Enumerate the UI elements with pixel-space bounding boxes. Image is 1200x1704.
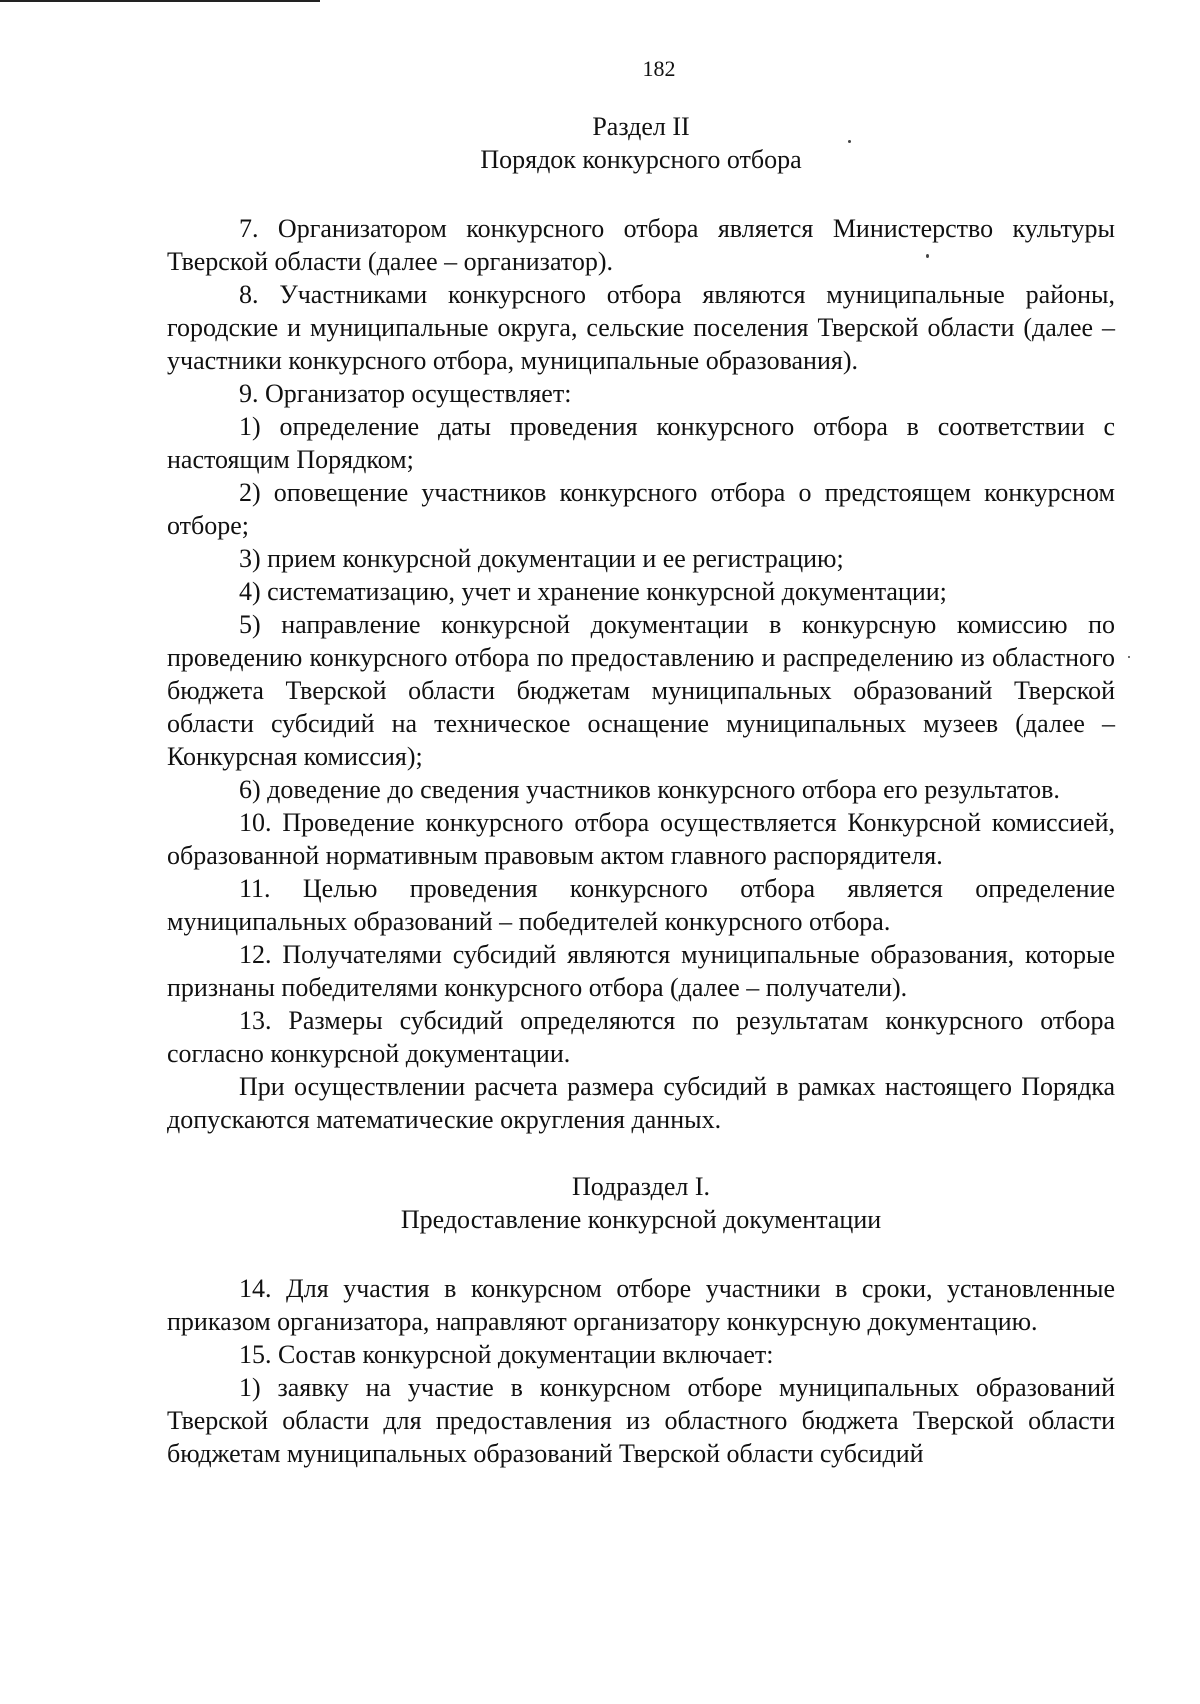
paragraph: 12. Получателями субсидий являются муниципальные образования, которые признаны победителями конкурсного отбора (далее – получатели). (167, 940, 1115, 1002)
section-subtitle: Порядок конкурсного отбора (480, 145, 802, 174)
list-item: 1) заявку на участие в конкурсном отборе муниципальных образований Тверской области для предоставления из областного бюджета Тверской области бюджетам муниципальных образований Тверской области субсидий (167, 1373, 1115, 1468)
paragraph: 15. Состав конкурсной документации включает: (239, 1340, 774, 1369)
scan-edge-line (0, 0, 320, 2)
subsection-subtitle: Предоставление конкурсной документации (400, 1205, 882, 1234)
spacer (167, 1236, 1115, 1272)
list-item: 4) систематизацию, учет и хранение конкурсной документации; (239, 577, 947, 606)
spacer (167, 176, 1115, 212)
list-item: 5) направление конкурсной документации в конкурсную комиссию по проведению конкурсного отбора по предоставлению и распределению из областного бюджета Тверской области бюджетам муниципальных образований Тверской области субсидий на техническое оснащение муниципальных музеев (далее – Конкурсная комиссия); (167, 610, 1115, 771)
subsection-heading (167, 1170, 1115, 1236)
paragraph: 9. Организатор осуществляет: (239, 379, 572, 408)
list-item: 6) доведение до сведения участников конкурсного отбора его результатов. (239, 775, 1060, 804)
paragraph: 11. Целью проведения конкурсного отбора является определение муниципальных образований – победителей конкурсного отбора. (167, 874, 1115, 936)
list-item: 1) определение даты проведения конкурсного отбора в соответствии с настоящим Порядком; (167, 412, 1115, 474)
document-body (167, 110, 1115, 1470)
page-number: 182 (642, 56, 676, 81)
section-title: Раздел II (592, 112, 690, 141)
list-item: 3) прием конкурсной документации и ее регистрацию; (239, 544, 844, 573)
paragraph: При осуществлении расчета размера субсидий в рамках настоящего Порядка допускаются математические округления данных. (167, 1072, 1115, 1134)
scan-speck (1128, 656, 1130, 658)
paragraph: 8. Участниками конкурсного отбора являются муниципальные районы, городские и муниципальные округа, сельские поселения Тверской области (далее – участники конкурсного отбора, муниципальные образования). (167, 280, 1115, 375)
paragraph: 10. Проведение конкурсного отбора осуществляется Конкурсной комиссией, образованной нормативным правовым актом главного распорядителя. (167, 808, 1115, 870)
subsection-title: Подраздел I. (572, 1172, 710, 1201)
paragraph: 14. Для участия в конкурсном отборе участники в сроки, установленные приказом организатора, направляют организатору конкурсную документацию. (167, 1274, 1115, 1336)
paragraph: 7. Организатором конкурсного отбора является Министерство культуры Тверской области (далее – организатор). (167, 214, 1115, 276)
list-item: 2) оповещение участников конкурсного отбора о предстоящем конкурсном отборе; (167, 478, 1115, 540)
paragraph: 13. Размеры субсидий определяются по результатам конкурсного отбора согласно конкурсной документации. (167, 1006, 1115, 1068)
